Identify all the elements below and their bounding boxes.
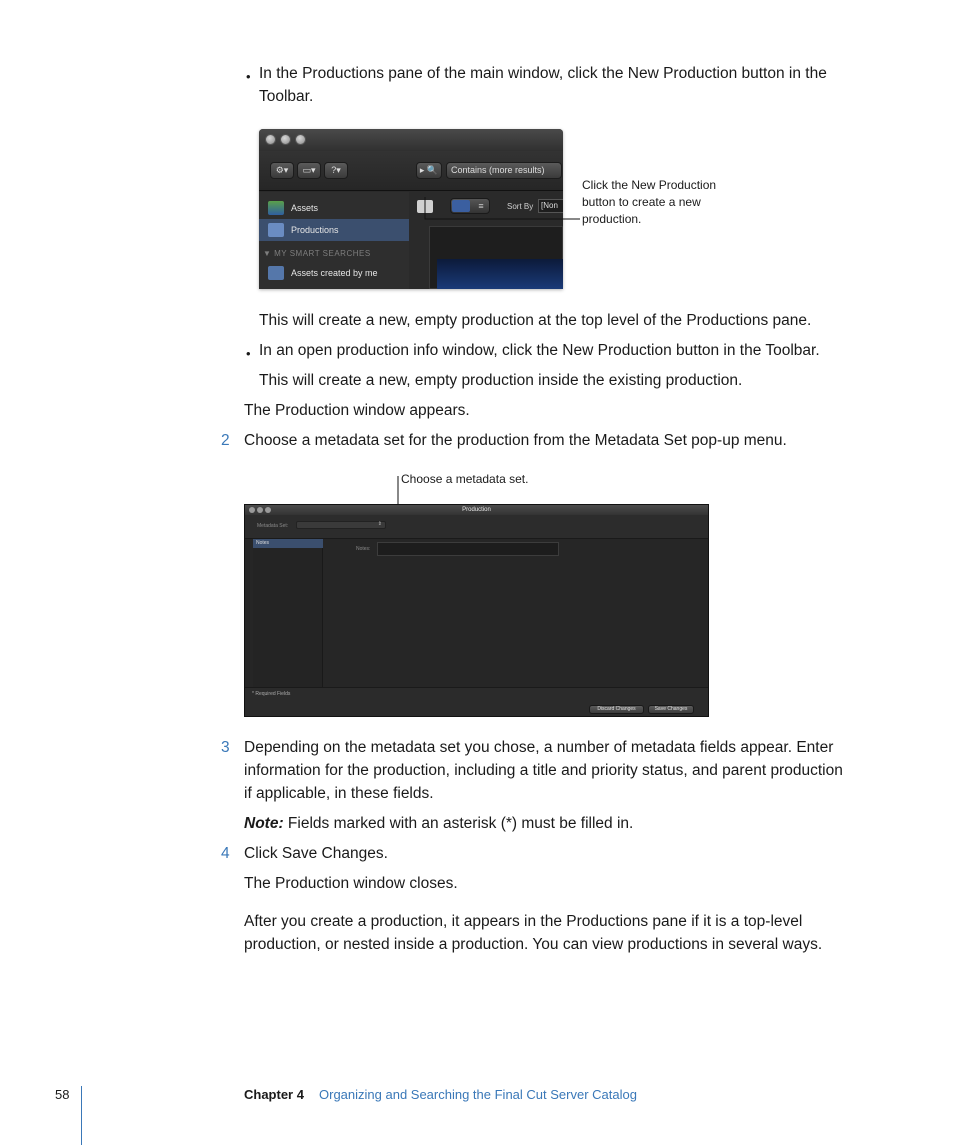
callout-metadata-set: Choose a metadata set. <box>401 472 529 486</box>
bullet-2-text: In an open production info window, click the New Production button in the Toolbar. <box>259 342 820 359</box>
list-view-icon: ≡ <box>478 201 484 211</box>
closing-line-2: production, or nested inside a production. You can view productions in several ways. <box>244 936 823 953</box>
window-appears-text: The Production window appears. <box>244 402 470 419</box>
callout-leader-1 <box>418 195 583 225</box>
production-window-screenshot <box>244 504 709 717</box>
page-number: 58 <box>55 1087 70 1102</box>
minimize-window-icon <box>280 134 291 145</box>
popup-arrows-icon: ⇕ <box>377 521 382 527</box>
assets-icon <box>268 201 284 215</box>
sidebar-item-productions-label: Productions <box>291 225 339 235</box>
production-fields-pane <box>324 539 706 687</box>
tab-notes: Notes <box>253 539 323 548</box>
note-text: Fields marked with an asterisk (*) must be filled in. <box>287 815 634 832</box>
chapter-title: Organizing and Searching the Final Cut Server Catalog <box>319 1087 637 1102</box>
window-closes-text: The Production window closes. <box>244 875 458 892</box>
step-3-line-3: if applicable, in these fields. <box>244 785 434 802</box>
sidebar-item-assets-label: Assets <box>291 203 319 213</box>
search-scope-popup: Contains (more results) <box>446 162 562 179</box>
note <box>244 812 633 835</box>
production-titlebar <box>245 505 708 515</box>
zoom-window-icon <box>295 134 306 145</box>
discard-changes-button: Discard Changes <box>589 705 644 714</box>
callout-line-3: production. <box>582 212 642 226</box>
production-tabs-pane <box>253 539 323 687</box>
metadata-set-label: Metadata Set: <box>257 523 289 529</box>
notes-label: Notes: <box>356 546 371 552</box>
sort-by-label: Sort By <box>507 202 534 211</box>
toolbar <box>259 151 563 191</box>
step-3-text <box>244 736 904 805</box>
save-changes-button: Save Changes <box>648 705 694 714</box>
notes-field <box>377 542 559 556</box>
bullet-1-result: This will create a new, empty production at the top level of the Productions pane. <box>259 312 812 329</box>
production-footer <box>245 687 708 716</box>
window-titlebar <box>259 129 563 151</box>
sidebar <box>259 192 409 289</box>
sidebar-item-assets <box>259 197 409 219</box>
step-3-line-2: information for the production, including a title and priority status, and parent production <box>244 762 843 779</box>
chapter-label: Chapter 4 <box>244 1087 304 1102</box>
smart-search-icon <box>268 266 284 280</box>
bullet-1-line-1: In the Productions pane of the main window, click the New Production button in the <box>259 65 827 82</box>
footer-rule <box>81 1086 82 1145</box>
callout-line-2: button to create a new <box>582 195 701 209</box>
step-4-text: Click Save Changes. <box>244 845 388 862</box>
callout-line-1: Click the New Production <box>582 178 717 192</box>
bullet-1-line-2: Toolbar. <box>259 88 314 105</box>
action-menu-button: ⚙▾ <box>270 162 294 179</box>
sidebar-item-created-by-me <box>259 262 409 284</box>
smart-searches-section: ▼ MY SMART SEARCHES <box>263 249 371 258</box>
bullet-1: • <box>246 69 251 84</box>
bullet-1-text <box>259 62 889 108</box>
sort-by-popup: [Non <box>538 199 563 213</box>
step-3-line-1: Depending on the metadata set you chose, a number of metadata fields appear. Enter <box>244 739 834 756</box>
callout-new-production <box>582 177 742 228</box>
bullet-2-result: This will create a new, empty production inside the existing production. <box>259 372 743 389</box>
help-menu-button: ?▾ <box>324 162 348 179</box>
production-window-title: Production <box>462 507 491 513</box>
production-thumbnail <box>437 259 563 289</box>
productions-icon <box>268 223 284 237</box>
sidebar-item-productions <box>259 219 409 241</box>
required-fields-note: * Required Fields <box>252 691 291 697</box>
step-3-number: 3 <box>221 739 230 756</box>
search-icon: ▸ 🔍 <box>416 162 442 179</box>
step-2-number: 2 <box>221 432 230 449</box>
bullet-2: • <box>246 346 251 361</box>
metadata-set-popup <box>296 521 386 529</box>
window-menu-button: ▭▾ <box>297 162 321 179</box>
metadata-set-row <box>245 515 708 539</box>
closing-line-1: After you create a production, it appears in the Productions pane if it is a top-level <box>244 913 803 930</box>
sidebar-item-created-by-me-label: Assets created by me <box>291 268 378 278</box>
note-label: Note: <box>244 815 284 832</box>
step-4-number: 4 <box>221 845 230 862</box>
closing-paragraph <box>244 910 904 956</box>
close-window-icon <box>265 134 276 145</box>
step-2-text: Choose a metadata set for the production from the Metadata Set pop-up menu. <box>244 432 787 449</box>
